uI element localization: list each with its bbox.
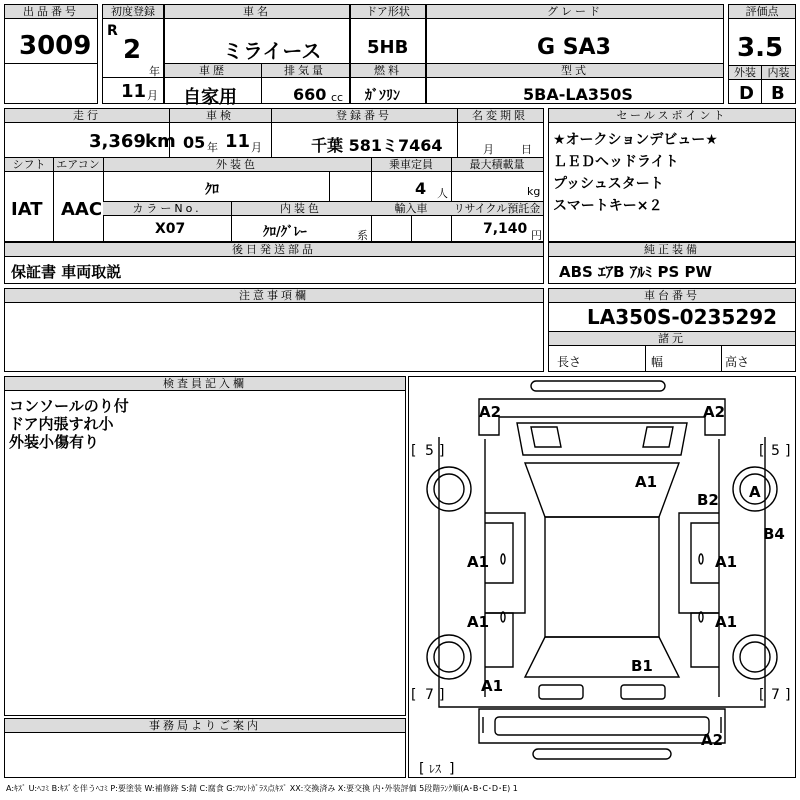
exterior-label: 外装: [729, 66, 761, 80]
first-registration-box: [102, 4, 164, 104]
inspection-label: 車検: [169, 109, 271, 123]
history: 自家用: [183, 87, 237, 108]
chassis-number: LA350S-0235292: [587, 305, 778, 329]
tire-bracket-open: [: [411, 687, 417, 703]
era: R: [107, 23, 118, 39]
capacity: 4: [415, 179, 427, 198]
interior-label: 内装: [762, 66, 795, 80]
later-parts-box: [4, 242, 544, 284]
office-label: 事務局よりご案内: [5, 719, 405, 733]
office-box: [4, 718, 406, 778]
mark-right-front-step: B4: [763, 525, 785, 543]
tire-bracket-open: [: [759, 687, 765, 703]
mark-right-rear-door: A1: [715, 613, 738, 631]
name-change-month-unit: 月: [483, 143, 494, 156]
ext-color-label: 外装色: [103, 158, 371, 172]
recycle-unit: 円: [531, 229, 542, 242]
inspector-comment: コンソールのり付: [9, 397, 129, 415]
history-label: 車歴: [165, 64, 261, 78]
inspector-comment: 外装小傷有り: [9, 433, 100, 451]
specs-label: 諸元: [549, 332, 795, 346]
month-unit: 月: [147, 89, 158, 102]
vehicle-info-box: [4, 108, 544, 242]
mark-right-front-wheel: A: [749, 483, 761, 501]
fuel: ｶﾞｿﾘﾝ: [365, 88, 400, 104]
sales-point: ＬＥＤヘッドライト: [553, 154, 679, 170]
car-name-label: 車名: [165, 5, 349, 19]
recycle: 7,140: [483, 221, 528, 237]
grade: G SA3: [537, 35, 611, 60]
color-no: X07: [155, 221, 186, 237]
ac-label: エアコン: [53, 158, 103, 172]
shift-label: シフト: [5, 158, 53, 172]
mark-left-front-door: A1: [467, 553, 490, 571]
shift: IAT: [11, 199, 43, 220]
name-change-day-unit: 日: [521, 143, 532, 156]
grade-label: グレード: [427, 5, 723, 19]
genuine-equipment: ABS ｴｱB ｱﾙﾐ PS PW: [559, 263, 713, 281]
door-box: [350, 4, 426, 104]
sales-points-box: [548, 108, 796, 242]
door-type: 5HB: [367, 37, 409, 58]
legend: A:ｷｽﾞ U:ﾍｺﾐ B:ｷｽﾞを伴うﾍｺﾐ P:要塗装 W:補修跡 S:錆 C:腐食 G:ﾌﾛﾝﾄｶﾞﾗｽ点ｷｽﾞ XX:交換済み X:要交換 内･外装評価 5段階ﾗﾝｸ順(A･B･C･D･E) 1: [6, 784, 518, 793]
mileage-unit: km: [145, 131, 176, 152]
later-parts: 保証書 車両取説: [11, 263, 122, 281]
spare-tire: ﾚｽ: [429, 762, 442, 776]
sales-point: スマートキー×２: [553, 198, 663, 214]
grade-box: [426, 4, 724, 104]
mark-right-front-door: A1: [715, 553, 738, 571]
capacity-label: 乗車定員: [371, 158, 451, 172]
chassis-box: [548, 288, 796, 372]
int-color-label: 内装色: [231, 202, 371, 216]
lot-number-label: 出品番号: [5, 5, 97, 19]
damage-diagram: [408, 376, 796, 778]
tire-bracket-close: ]: [785, 443, 791, 459]
mileage-label: 走行: [5, 109, 169, 123]
capacity-unit: 人: [437, 187, 448, 200]
mark-front-right-corner: A2: [703, 403, 726, 421]
plate-label: 登録番号: [271, 109, 457, 123]
later-parts-label: 後日発送部品: [5, 243, 543, 257]
max-load-unit: kg: [527, 185, 541, 198]
mark-roof: A1: [635, 473, 658, 491]
tire-bracket-open: [: [759, 443, 765, 459]
inspector-label: 検査員記入欄: [5, 377, 405, 391]
mileage: 3,369: [89, 131, 146, 152]
tire-rr: 7: [771, 687, 780, 703]
inspector-box: [4, 376, 406, 716]
notes-box: [4, 288, 544, 372]
sales-point: ★オークションデビュー★: [553, 132, 718, 148]
score: 3.5: [737, 33, 784, 63]
int-color: ｸﾛ/ｸﾞﾚｰ: [263, 225, 307, 240]
tire-bracket-close: ]: [785, 687, 791, 703]
tire-fl: 5: [425, 443, 434, 459]
spare-bracket-close: ]: [449, 761, 455, 777]
tire-bracket-close: ]: [439, 443, 445, 459]
notes-label: 注意事項欄: [5, 289, 543, 303]
inspection-month-unit: 月: [251, 141, 262, 154]
displacement-label: 排気量: [261, 64, 349, 78]
mark-rear-bumper: A2: [701, 731, 724, 749]
spec-length-label: 長さ: [557, 355, 582, 369]
tire-bracket-close: ]: [439, 687, 445, 703]
model-label: 型式: [427, 64, 723, 78]
spec-width-label: 幅: [651, 355, 664, 369]
displacement-unit: cc: [331, 91, 344, 104]
lot-number-box: [4, 4, 98, 104]
model: 5BA-LA350S: [523, 85, 633, 104]
max-load-label: 最大積載量: [451, 158, 543, 172]
exterior-grade: D: [739, 83, 754, 104]
score-box: [728, 4, 796, 104]
ext-color: ｸﾛ: [205, 182, 219, 198]
spare-bracket-open: [: [419, 761, 425, 777]
fuel-label: 燃料: [351, 64, 425, 78]
mark-left-rear-fender: A1: [481, 677, 504, 695]
ac: AAC: [61, 199, 103, 220]
lot-number: 3009: [19, 31, 92, 61]
genuine-equipment-label: 純正装備: [549, 243, 795, 257]
mark-front-left-corner: A2: [479, 403, 502, 421]
displacement: 660: [293, 85, 327, 104]
sales-point: プッシュスタート: [553, 176, 664, 192]
mark-right-front-fender: B2: [697, 491, 719, 509]
mark-trunk: B1: [631, 657, 653, 675]
door-label: ドア形状: [351, 5, 425, 19]
import-label: 輸入車: [371, 202, 451, 216]
tire-rl: 7: [425, 687, 434, 703]
sales-points-label: セールスポイント: [549, 109, 795, 123]
year-unit: 年: [149, 65, 160, 78]
car-name: ミライース: [223, 39, 322, 63]
spec-height-label: 高さ: [725, 355, 750, 369]
inspection-year: 05: [183, 133, 206, 152]
tire-fr: 5: [771, 443, 780, 459]
genuine-equipment-box: [548, 242, 796, 284]
registration-year: 2: [123, 35, 142, 65]
car-diagram-svg: [409, 377, 795, 777]
color-no-label: カラーNo.: [103, 202, 231, 216]
inspector-comment: ドア内張すれ小: [9, 415, 114, 433]
car-name-box: [164, 4, 350, 108]
name-change-label: 名変期限: [457, 109, 543, 123]
int-color-suffix: 系: [357, 229, 368, 242]
chassis-label: 車台番号: [549, 289, 795, 303]
first-registration-label: 初度登録: [103, 5, 163, 19]
tire-bracket-open: [: [411, 443, 417, 459]
plate-number: 千葉 581ミ7464: [311, 136, 443, 155]
interior-grade: B: [771, 83, 785, 104]
inspection-year-unit: 年: [207, 141, 218, 154]
inspection-month: 11: [225, 131, 251, 152]
mark-left-rear-door: A1: [467, 613, 490, 631]
registration-month: 11: [121, 81, 147, 102]
recycle-label: リサイクル預託金: [451, 202, 543, 216]
score-label: 評価点: [729, 5, 795, 19]
